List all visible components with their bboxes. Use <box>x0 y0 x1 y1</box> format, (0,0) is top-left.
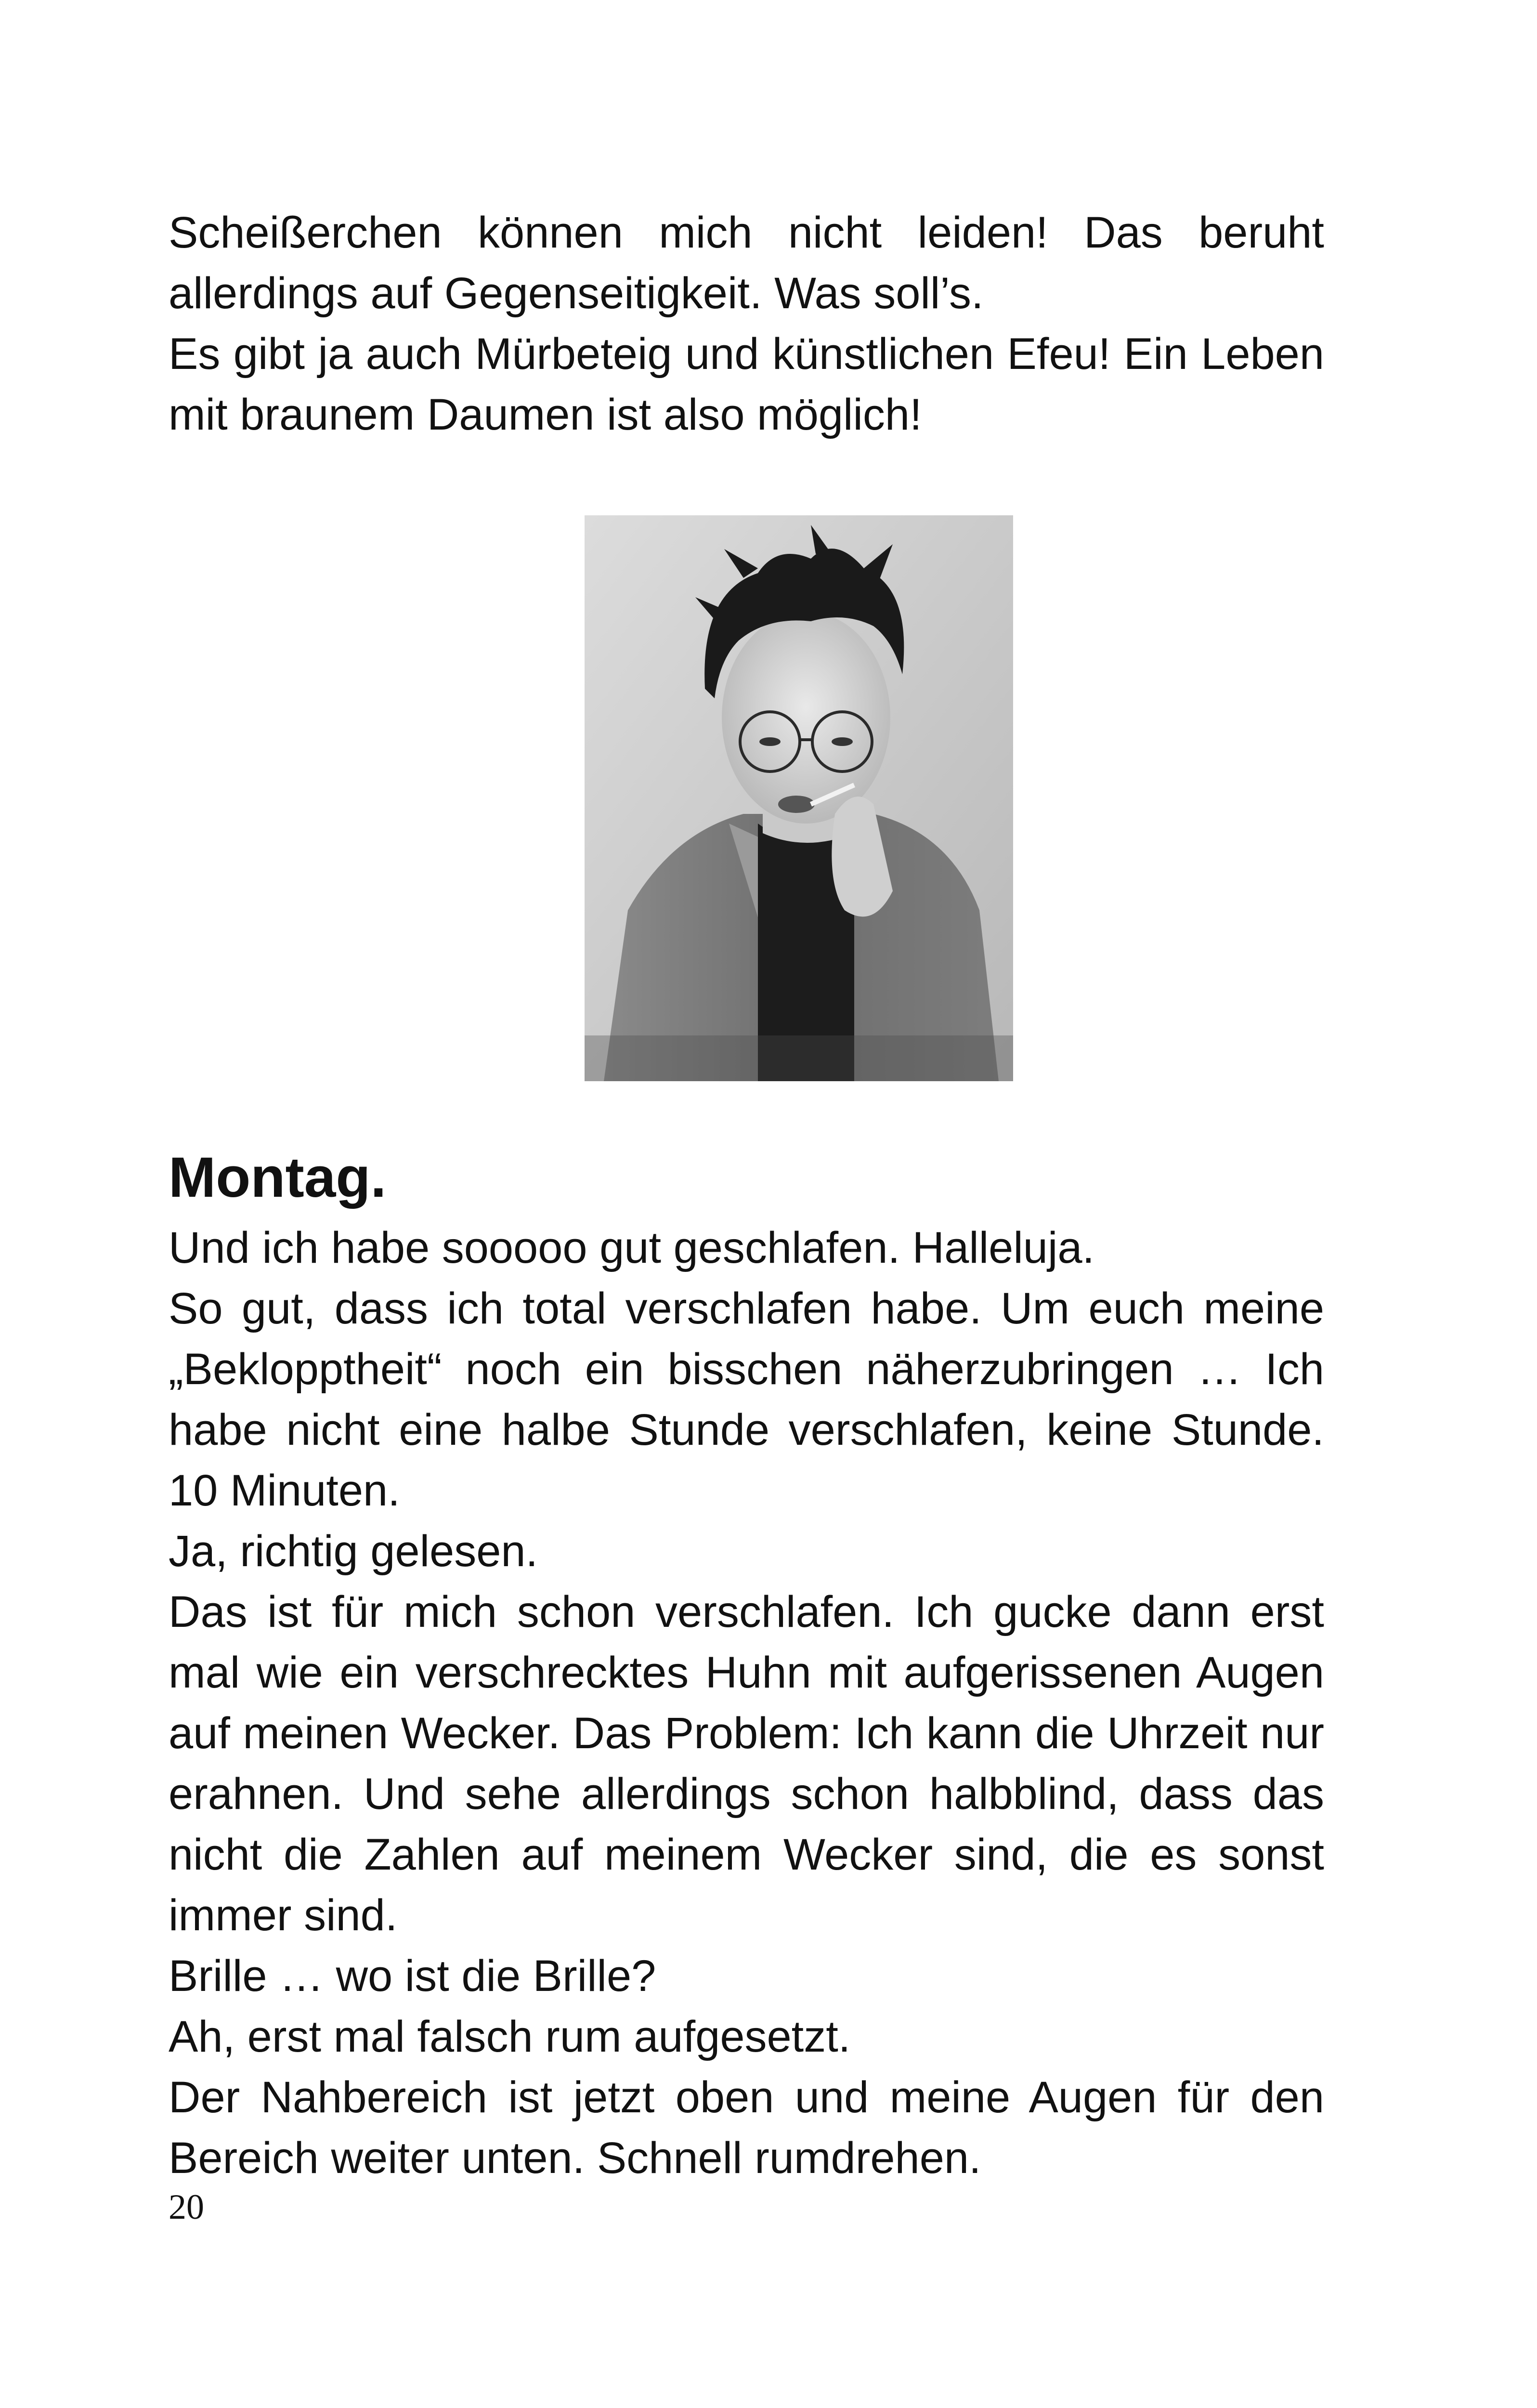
body-text-block <box>169 1217 1324 2188</box>
paragraph: Scheißerchen können mich nicht leiden! Das beruht allerdings auf Gegenseitigkeit. Was soll’s. <box>169 208 1324 318</box>
paragraph: Das ist für mich schon verschlafen. Ich gucke dann erst mal wie ein verschrecktes Huhn mit aufgerissenen Augen auf meinen Wecker. Das Problem: Ich kann die Uhrzeit nur erahnen. Und sehe allerdings schon halbblind, dass das nicht die Zahlen auf meinem Wecker sind, die es sonst immer sind. <box>169 1587 1324 1940</box>
section-heading: Montag. <box>169 1146 387 1209</box>
paragraph: Und ich habe sooooo gut geschlafen. Halleluja. <box>169 1223 1095 1272</box>
paragraph: So gut, dass ich total verschlafen habe. Um euch meine „Beklopptheit“ noch ein bisschen näherzubringen … Ich habe nicht eine halbe Stunde verschlafen, keine Stunde. 10 Minuten. <box>169 1284 1324 1515</box>
page-number: 20 <box>169 2187 204 2227</box>
paragraph: Ah, erst mal falsch rum aufgesetzt. <box>169 2012 851 2061</box>
top-text-block <box>169 202 1324 445</box>
paragraph: Es gibt ja auch Mürbeteig und künstlichen Efeu! Ein Leben mit braunem Daumen ist also möglich! <box>169 329 1324 439</box>
paragraph: Brille … wo ist die Brille? <box>169 1951 656 2001</box>
paragraph: Ja, richtig gelesen. <box>169 1527 538 1576</box>
portrait-photo <box>585 515 1013 1081</box>
paragraph: Der Nahbereich ist jetzt oben und meine Augen für den Bereich weiter unten. Schnell rumdrehen. <box>169 2073 1324 2183</box>
